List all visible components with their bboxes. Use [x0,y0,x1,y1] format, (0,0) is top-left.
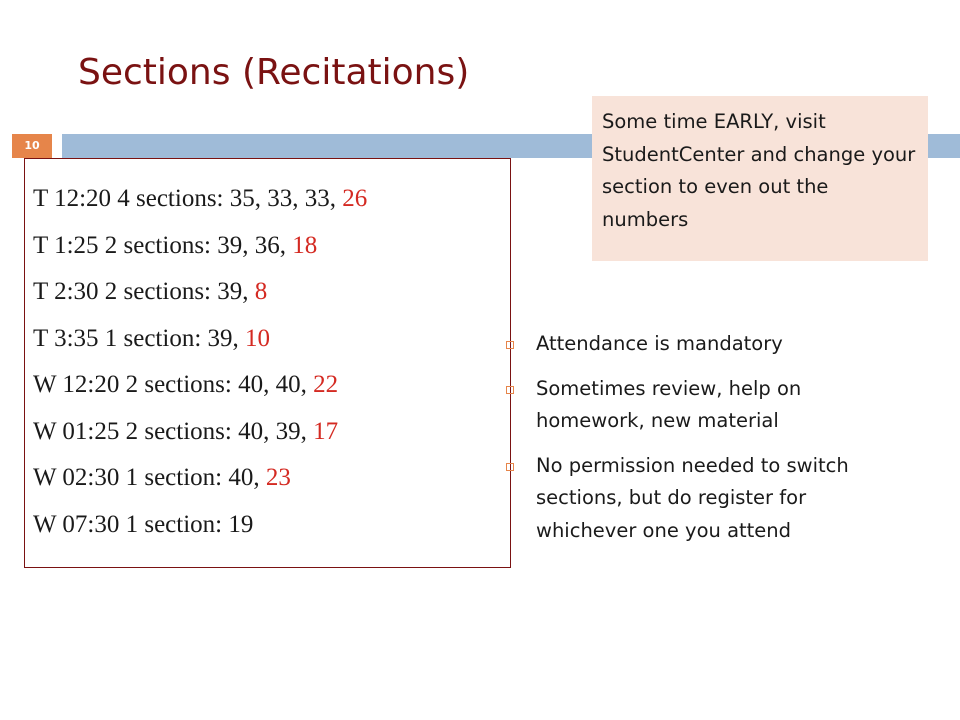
square-bullet-icon [506,463,514,471]
schedule-row-highlight: 18 [292,231,318,259]
list-item [506,373,946,438]
schedule-row-highlight: 10 [245,324,271,352]
list-item [506,328,946,361]
list-item [506,450,946,548]
schedule-box [24,158,511,568]
schedule-row [33,362,510,409]
schedule-row-highlight: 17 [313,417,339,445]
schedule-row [33,455,510,502]
square-bullet-icon [506,341,514,349]
square-bullet-icon [506,386,514,394]
slide-number: 10 [12,134,52,158]
schedule-row-highlight: 22 [313,371,339,398]
schedule-row [33,409,510,456]
schedule-row-highlight: 26 [342,185,368,212]
schedule-row-highlight: 23 [265,464,291,491]
schedule-row [33,502,510,549]
bullet-text: No permission needed to switch sections, but do register for whichever one you attend [536,453,849,542]
schedule-row-label: T 3:35 1 section: 39, [33,324,246,352]
schedule-row [33,176,510,223]
bullet-text: Sometimes review, help on homework, new material [536,376,802,432]
schedule-row-highlight: 8 [254,278,268,305]
schedule-row [33,269,510,316]
schedule-row-label: T 1:25 2 sections: 39, 36, [33,231,293,259]
schedule-row [33,316,510,363]
bullet-list [506,328,946,559]
schedule-row-label: W 02:30 1 section: 40, [33,464,266,491]
callout-note: Some time EARLY, visit StudentCenter and change your section to even out the numbers [592,96,928,261]
schedule-row [33,223,510,270]
schedule-row-label: W 12:20 2 sections: 40, 40, [33,371,314,398]
bullet-text: Attendance is mandatory [536,332,783,355]
schedule-row-label: T 12:20 4 sections: 35, 33, 33, [33,185,343,212]
schedule-row-label: W 07:30 1 section: 19 [33,510,254,538]
schedule-row-label: T 2:30 2 sections: 39, [33,278,255,305]
slide-title: Sections (Recitations) [78,52,470,93]
schedule-row-label: W 01:25 2 sections: 40, 39, [33,417,314,445]
